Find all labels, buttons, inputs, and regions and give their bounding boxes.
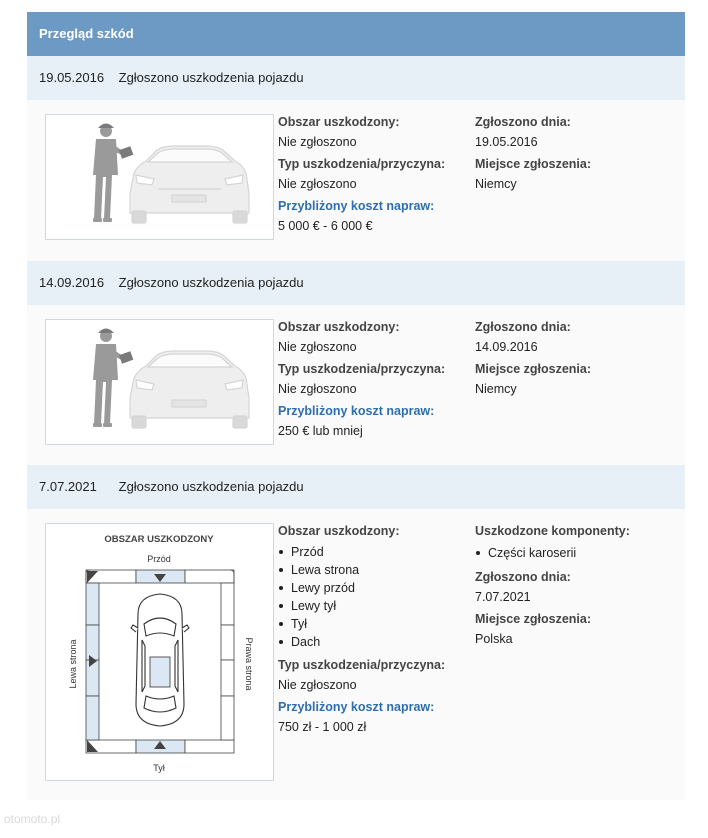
zone-right-rear bbox=[221, 696, 234, 740]
damage-overview-panel bbox=[27, 12, 685, 800]
entry-body-2 bbox=[27, 305, 685, 465]
place-value: Polska bbox=[475, 632, 513, 646]
entry-details-left bbox=[278, 112, 468, 238]
components-label: Uszkodzone komponenty: bbox=[475, 524, 630, 538]
area-value: Nie zgłoszono bbox=[278, 340, 357, 354]
list-item: Przód bbox=[278, 543, 468, 561]
zone-right-front bbox=[221, 583, 234, 625]
list-item: Lewy przód bbox=[278, 579, 468, 597]
list-item: Lewa strona bbox=[278, 561, 468, 579]
zone-left-front bbox=[86, 583, 99, 625]
zone-left-rear bbox=[86, 696, 99, 740]
cost-value: 5 000 € - 6 000 € bbox=[278, 219, 373, 233]
reported-value: 14.09.2016 bbox=[475, 340, 538, 354]
area-label: Obszar uszkodzony: bbox=[278, 115, 400, 129]
list-item: Lewy tył bbox=[278, 597, 468, 615]
entry-details-right bbox=[475, 112, 665, 196]
entry-body-1 bbox=[27, 100, 685, 261]
cost-value: 750 zł - 1 000 zł bbox=[278, 720, 367, 734]
type-value: Nie zgłoszono bbox=[278, 678, 357, 692]
diagram-left-label: Lewa strona bbox=[68, 639, 78, 689]
type-label: Typ uszkodzenia/przyczyna: bbox=[278, 658, 446, 672]
entry-title: Zgłoszono uszkodzenia pojazdu bbox=[118, 479, 304, 494]
zone-roof bbox=[150, 657, 170, 687]
mechanic-car-illustration bbox=[46, 115, 273, 239]
zone-front-right bbox=[185, 570, 234, 583]
entry-details-left bbox=[278, 521, 468, 739]
entry-details-left bbox=[278, 317, 468, 443]
zone-left-middle bbox=[86, 660, 99, 696]
area-value: Nie zgłoszono bbox=[278, 135, 357, 149]
area-list bbox=[278, 543, 468, 651]
zone-right-middle-top bbox=[221, 625, 234, 660]
reported-label: Zgłoszono dnia: bbox=[475, 115, 571, 129]
damage-area-diagram bbox=[45, 523, 274, 781]
entry-date: 14.09.2016 bbox=[39, 275, 105, 290]
entry-header-3 bbox=[27, 465, 685, 509]
type-value: Nie zgłoszono bbox=[278, 177, 357, 191]
list-item: Części karoserii bbox=[475, 544, 675, 562]
list-item: Dach bbox=[278, 633, 468, 651]
type-value: Nie zgłoszono bbox=[278, 382, 357, 396]
area-label: Obszar uszkodzony: bbox=[278, 320, 400, 334]
cost-value: 250 € lub mniej bbox=[278, 424, 363, 438]
diagram-right-label: Prawa strona bbox=[244, 637, 254, 691]
entry-body-3 bbox=[27, 509, 685, 800]
mechanic-car-image bbox=[45, 114, 274, 240]
zone-right-middle bbox=[221, 660, 234, 696]
place-value: Niemcy bbox=[475, 382, 517, 396]
components-list bbox=[475, 544, 675, 562]
entry-details-right bbox=[475, 317, 665, 401]
cost-label: Przybliżony koszt napraw: bbox=[278, 199, 435, 213]
watermark: otomoto.pl bbox=[4, 812, 61, 826]
entry-date: 7.07.2021 bbox=[39, 479, 97, 494]
diagram-front-label: Przód bbox=[147, 554, 171, 564]
zone-left-middle-top bbox=[86, 625, 99, 660]
reported-label: Zgłoszono dnia: bbox=[475, 320, 571, 334]
damage-diagram-svg bbox=[46, 524, 273, 780]
place-value: Niemcy bbox=[475, 177, 517, 191]
place-label: Miejsce zgłoszenia: bbox=[475, 157, 592, 171]
type-label: Typ uszkodzenia/przyczyna: bbox=[278, 362, 446, 376]
diagram-title: OBSZAR USZKODZONY bbox=[104, 534, 214, 545]
reported-value: 19.05.2016 bbox=[475, 135, 538, 149]
entry-title: Zgłoszono uszkodzenia pojazdu bbox=[118, 70, 304, 85]
mechanic-car-image bbox=[45, 319, 274, 445]
type-label: Typ uszkodzenia/przyczyna: bbox=[278, 157, 446, 171]
diagram-rear-label: Tył bbox=[153, 763, 165, 773]
entry-header-2 bbox=[27, 261, 685, 305]
place-label: Miejsce zgłoszenia: bbox=[475, 362, 592, 376]
panel-title: Przegląd szkód bbox=[27, 12, 685, 56]
zone-rear-right bbox=[185, 740, 234, 753]
entry-date: 19.05.2016 bbox=[39, 70, 105, 85]
cost-label: Przybliżony koszt napraw: bbox=[278, 700, 435, 714]
cost-label: Przybliżony koszt napraw: bbox=[278, 404, 435, 418]
list-item: Tył bbox=[278, 615, 468, 633]
reported-value: 7.07.2021 bbox=[475, 590, 531, 604]
reported-label: Zgłoszono dnia: bbox=[475, 570, 571, 584]
mechanic-car-illustration bbox=[46, 320, 273, 444]
place-label: Miejsce zgłoszenia: bbox=[475, 612, 592, 626]
entry-details-right bbox=[475, 521, 675, 651]
entry-header-1 bbox=[27, 56, 685, 100]
entry-title: Zgłoszono uszkodzenia pojazdu bbox=[118, 275, 304, 290]
area-label: Obszar uszkodzony: bbox=[278, 524, 400, 538]
